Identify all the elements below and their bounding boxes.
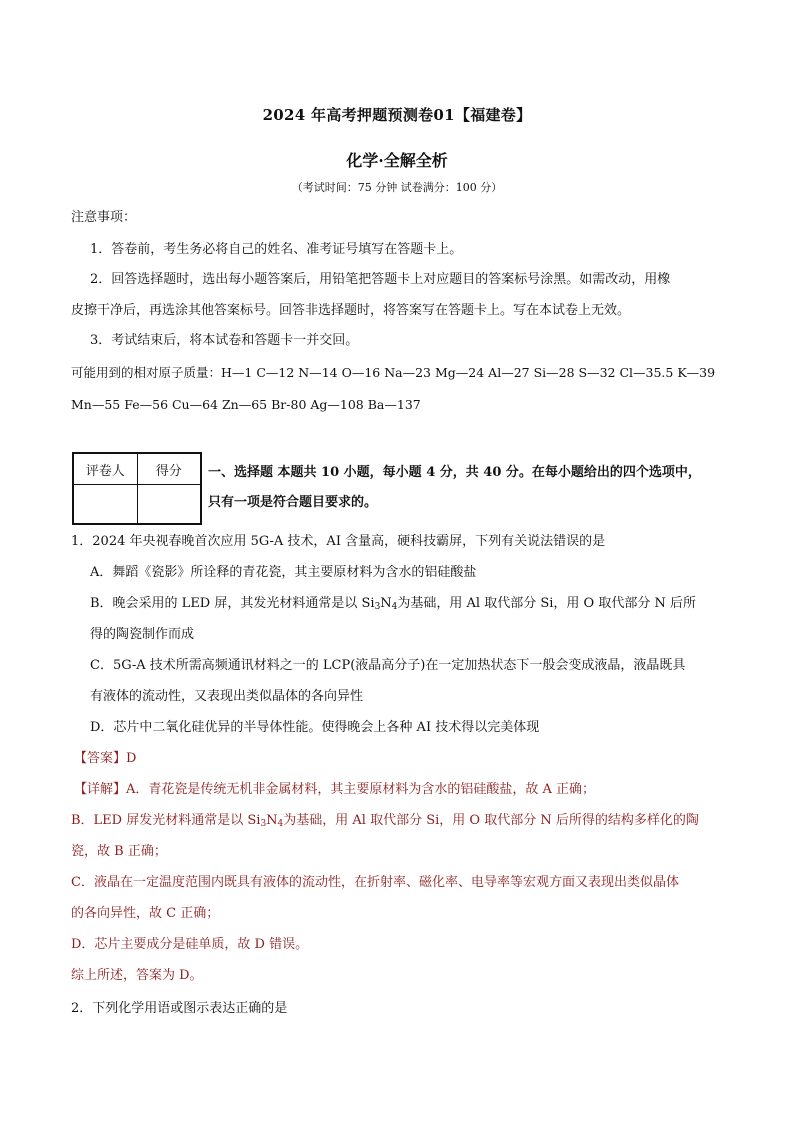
- note-1: 1．答卷前，考生务必将自己的姓名、准考证号填写在答题卡上。: [90, 242, 463, 257]
- section-1-instructions-line-2: 只有一项是符合题目要求的。: [208, 495, 378, 510]
- atomic-masses-line-2: Mn—55 Fe—56 Cu—64 Zn—65 Br-80 Ag—108 Ba—137: [71, 397, 421, 412]
- atomic-masses-line-1: 可能用到的相对原子质量：H—1 C—12 N—14 O—16 Na—23 Mg—24 Al—27 Si—28 S—32 Cl—35.5 K—39: [71, 365, 716, 380]
- question-1-detail-b-line-1: B．LED 屏发光材料通常是以 $Si_3N_4$为基础，用 Al 取代部分 Si，用 O 取代部分 N 后所得的结构多样化的陶: [71, 813, 699, 829]
- question-1-option-c-line-1: C．5G-A 技术所需高频通讯材料之一的 LCP(液晶高分子)在一定加热状态下一般会变成液晶，液晶既具: [90, 658, 686, 673]
- question-1-option-c-line-2: 有液体的流动性，又表现出类似晶体的各向异性: [90, 689, 364, 704]
- notes-heading: 注意事项：: [71, 210, 137, 225]
- score-table-score-header: 得分: [137, 453, 201, 485]
- note-2-line-1: 2．回答选择题时，选出每小题答案后，用铅笔把答题卡上对应题目的答案标号涂黑。如需改动，用橡: [90, 272, 671, 287]
- question-1-option-d: D．芯片中二氧化硅优异的半导体性能。使得晚会上各种 AI 技术得以完美体现: [90, 720, 540, 735]
- question-1-option-b-line-1: B．晚会采用的 LED 屏，其发光材料通常是以 $Si_3N_4$为基础，用 Al 取代部分 Si，用 O 取代部分 N 后所: [90, 596, 696, 612]
- section-1-instructions-line-1: 一、选择题 本题共 10 小题，每小题 4 分，共 40 分。在每小题给出的四个选项中，: [208, 465, 701, 480]
- question-2-stem: 2．下列化学用语或图示表达正确的是: [71, 1001, 288, 1016]
- question-1-detail-c-line-1: C．液晶在一定温度范围内既具有液体的流动性，在折射率、磁化率、电导率等宏观方面又表现出类似晶体: [71, 875, 679, 890]
- question-1-detail-d: D．芯片主要成分是硅单质，故 D 错误。: [71, 937, 309, 952]
- exam-info: （考试时间：75 分钟 试卷满分：100 分）: [291, 181, 503, 194]
- question-1-answer: 【答案】D: [74, 751, 137, 766]
- score-table: [72, 452, 202, 525]
- question-1-detail-a: 【详解】A．青花瓷是传统无机非金属材料，其主要原材料为含水的铝硅酸盐，故 A 正确；: [74, 782, 596, 797]
- page-title: 2024 年高考押题预测卷01【福建卷】: [262, 106, 532, 124]
- score-table-score-cell: [137, 485, 201, 525]
- question-1-stem: 1．2024 年央视春晚首次应用 5G-A 技术，AI 含量高，硬科技霸屏，下列有关说法错误的是: [71, 534, 606, 549]
- score-table-grader-header: 评卷人: [73, 453, 137, 485]
- score-table-grader-cell: [73, 485, 137, 525]
- note-3: 3．考试结束后，将本试卷和答题卡一并交回。: [90, 333, 359, 348]
- question-1-detail-b-line-2: 瓷，故 B 正确；: [71, 844, 167, 859]
- question-1-summary: 综上所述，答案为 D。: [71, 968, 203, 983]
- question-1-option-b-line-2: 得的陶瓷制作而成: [90, 627, 195, 642]
- page-subtitle: 化学·全解全析: [346, 151, 448, 170]
- question-1-detail-c-line-2: 的各向异性，故 C 正确；: [71, 906, 220, 921]
- note-2-line-2: 皮擦干净后，再选涂其他答案标号。回答非选择题时，将答案写在答题卡上。写在本试卷上无效。: [71, 303, 631, 318]
- question-1-option-a: A．舞蹈《瓷影》所诠释的青花瓷，其主要原材料为含水的铝硅酸盐: [90, 565, 477, 580]
